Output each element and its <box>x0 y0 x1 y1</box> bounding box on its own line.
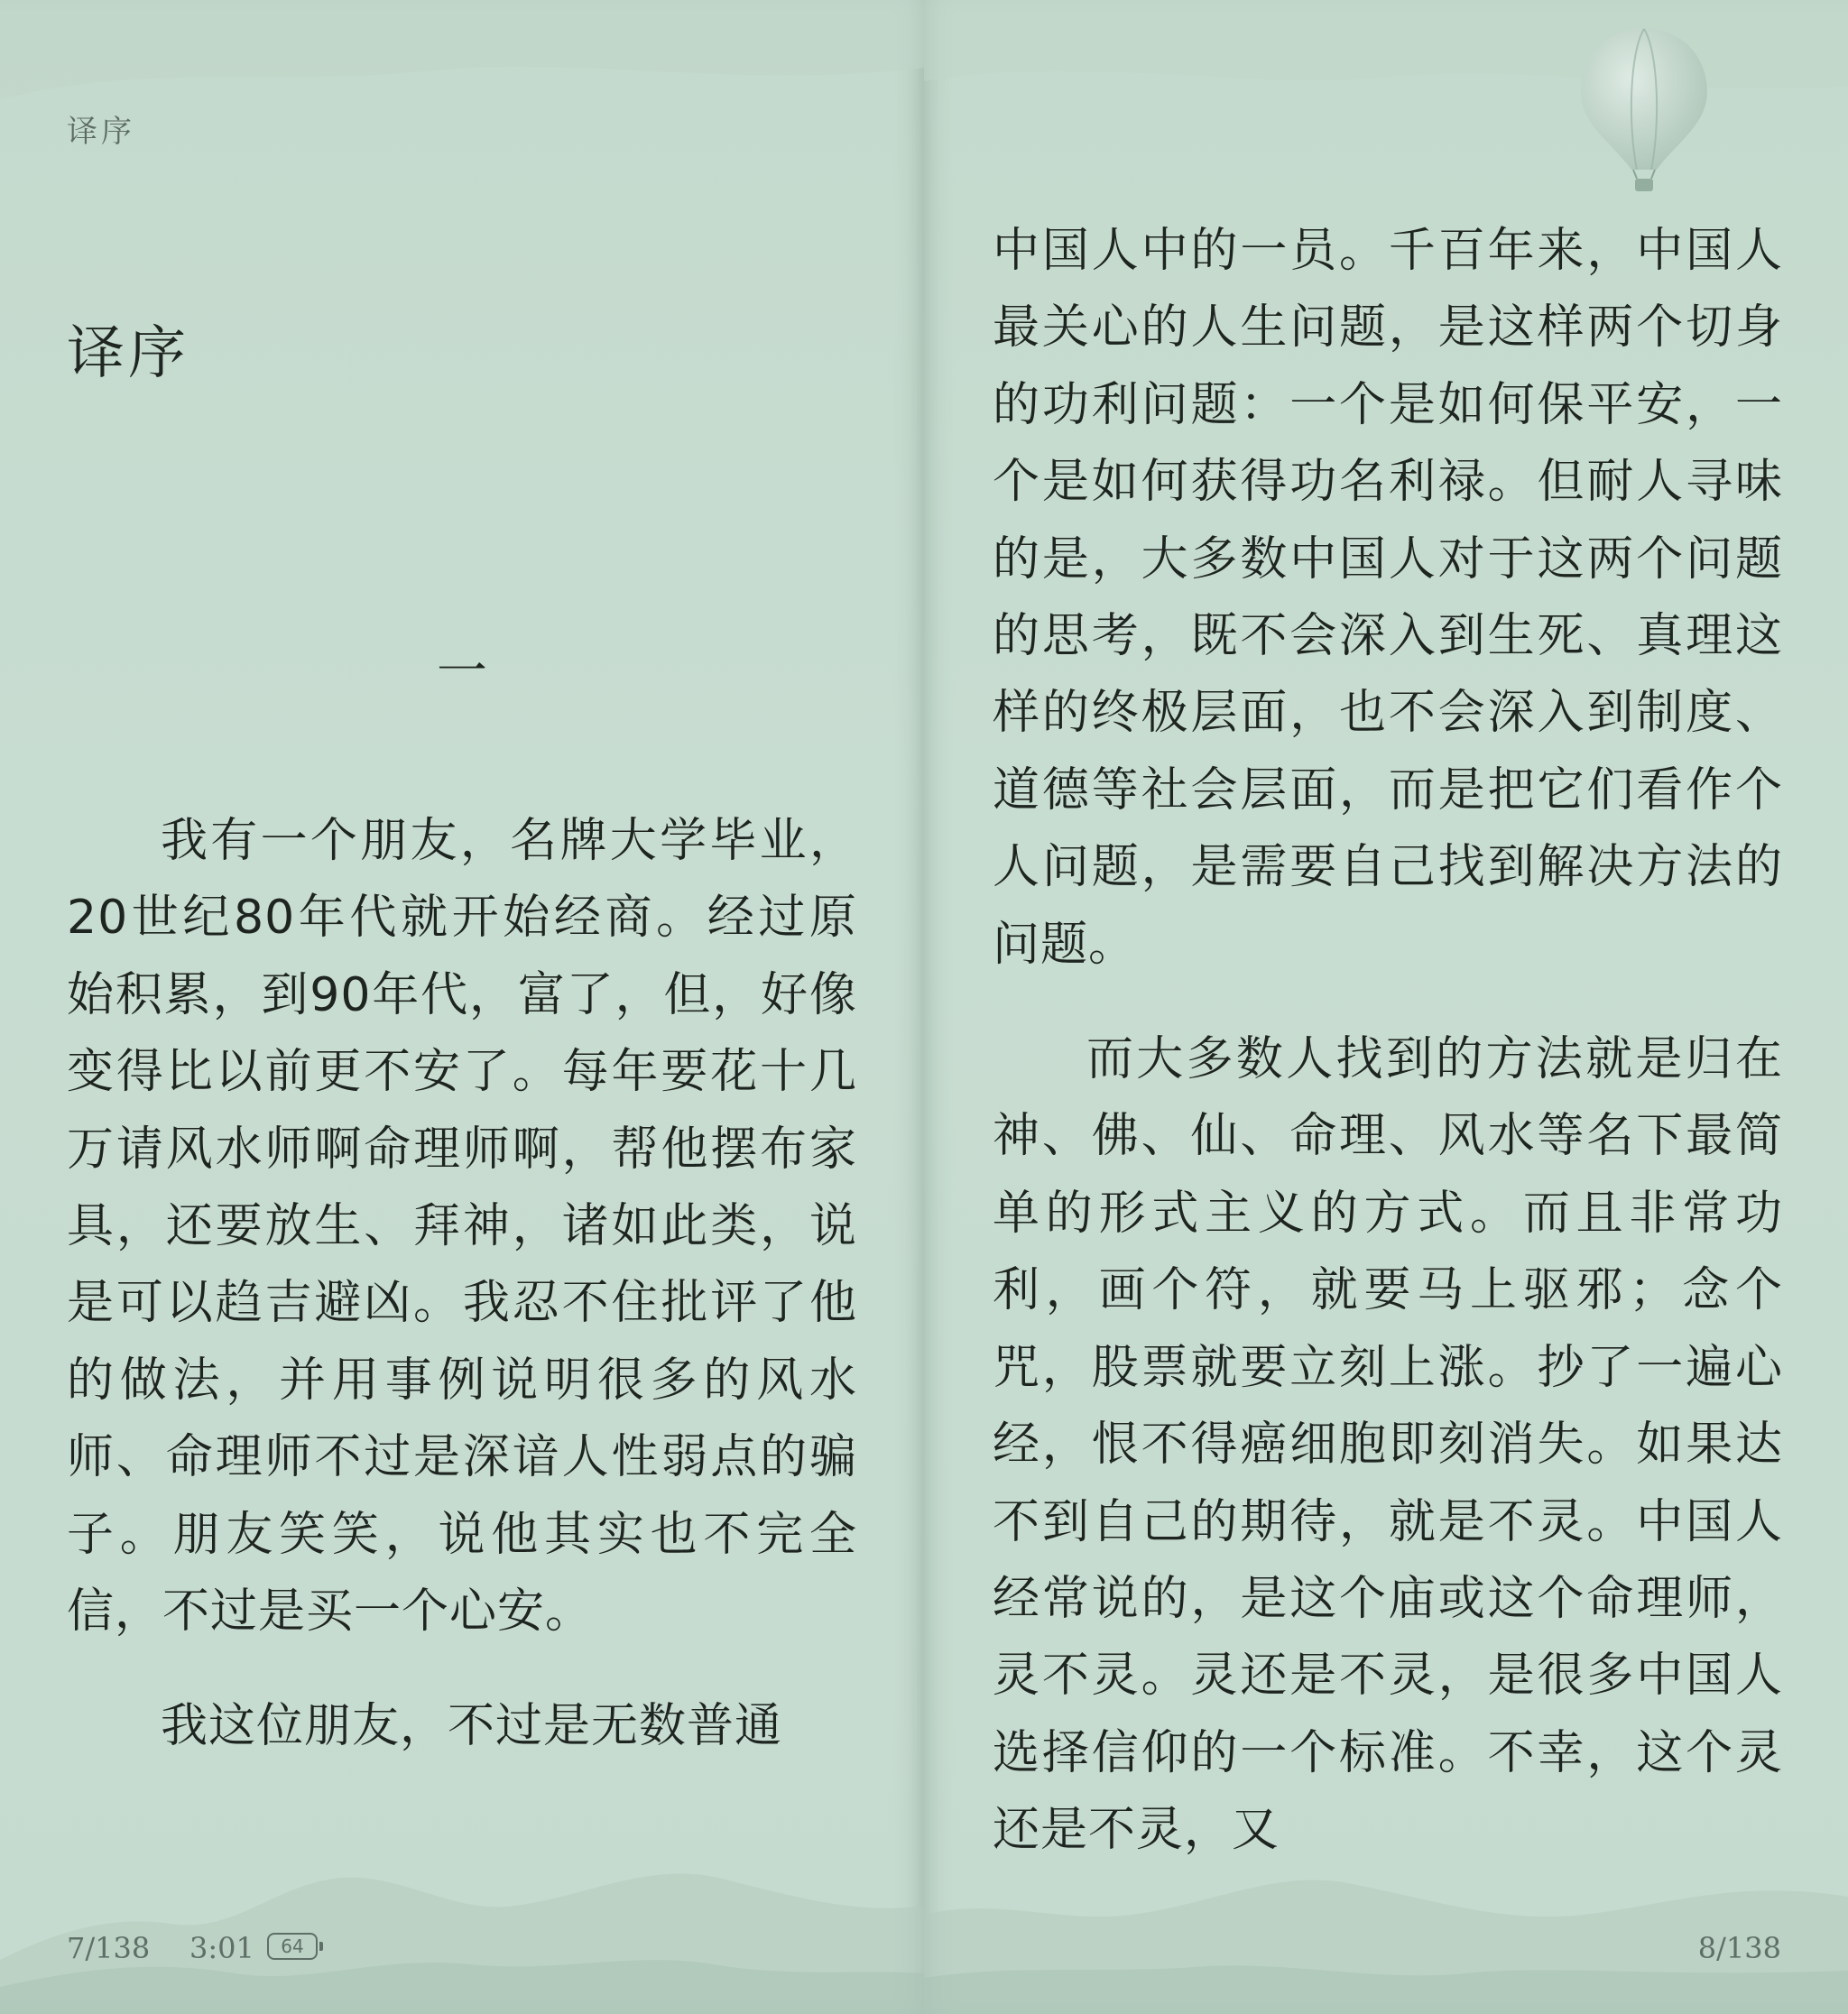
paragraph: 我这位朋友，不过是无数普通 <box>161 1699 783 1754</box>
page-number: 8/138 <box>1697 1931 1781 1965</box>
battery-level: 64 <box>281 1935 304 1957</box>
paragraph: 我有一个朋友，名牌大学毕业，20世纪80年代就开始经商。经过原始积累，到90年代，富了，但，好像变得比以前更不安了。每年要花十几万请风水师啊命理师啊，帮他摆布家具，还要放生、拜神，诸如此类，说是可以趋吉避凶。我忍不住批评了他的做法，并用事例说明很多的风水师、命理师不过是深谙人性弱点的骗子。朋友笑笑，说他其实也不完全信，不过是买一个心安。 <box>67 814 857 1640</box>
body-text[interactable] <box>993 213 1783 1870</box>
running-head: 译序 <box>67 114 135 150</box>
right-page[interactable] <box>924 0 1848 2014</box>
paragraph: 中国人中的一员。千百年来，中国人最关心的人生问题，是这样两个切身的功利问题：一个是如何保平安，一个是如何获得功名利禄。但耐人寻味的是，大多数中国人对于这两个问题的思考，既不会深入到生死、真理这样的终极层面，也不会深入到制度、道德等社会层面，而是把它们看作个人问题，是需要自己找到解决方法的问题。 <box>993 224 1783 972</box>
clock-time: 3:01 <box>189 1931 254 1965</box>
section-number: 一 <box>437 642 487 701</box>
body-text[interactable] <box>67 803 857 1766</box>
mountain-silhouette-decoration <box>0 1779 924 2014</box>
hot-air-balloon-icon <box>1577 25 1711 193</box>
mist-decoration <box>0 0 924 162</box>
battery-icon <box>267 1933 318 1960</box>
paragraph: 而大多数人找到的方法就是归在神、佛、仙、命理、风水等名下最简单的形式主义的方式。而且非常功利，画个符，就要马上驱邪；念个咒，股票就要立刻上涨。抄了一遍心经，恨不得癌细胞即刻消失。如果达不到自己的期待，就是不灵。中国人经常说的，是这个庙或这个命理师，灵不灵。灵还是不灵，是很多中国人选择信仰的一个标准。不幸，这个灵还是不灵，又 <box>993 1032 1783 1858</box>
mountain-silhouette-decoration <box>924 1779 1848 2014</box>
page-number: 7/138 <box>67 1931 151 1965</box>
chapter-title: 译序 <box>67 320 189 387</box>
